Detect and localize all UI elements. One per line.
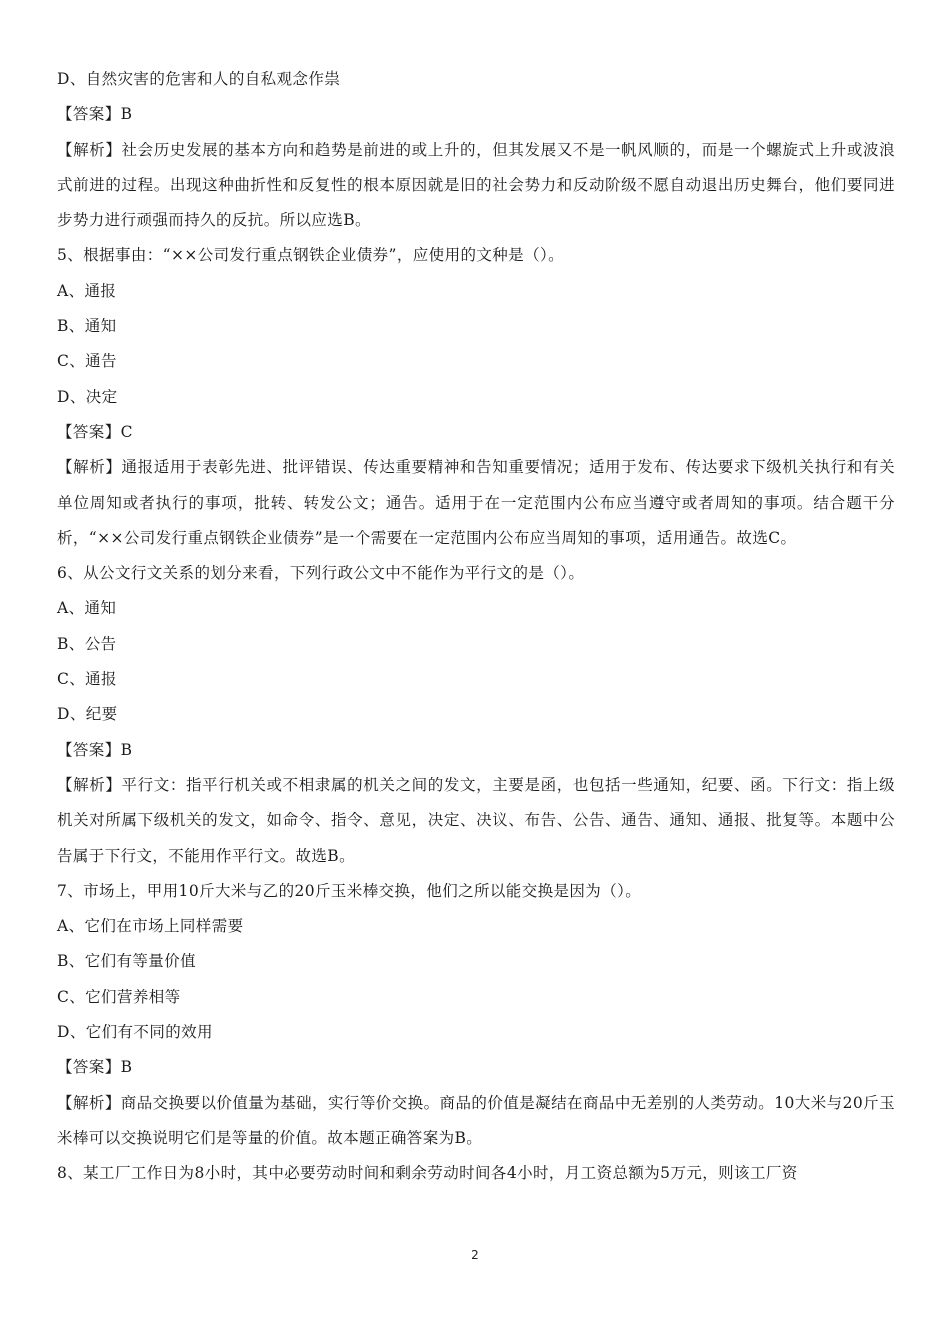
q6-option-c: C、通报 (57, 670, 117, 689)
q8-question: 8、某工厂工作日为8小时，其中必要劳动时间和剩余劳动时间各4小时，月工资总额为5万元，则该工厂资 (57, 1164, 798, 1183)
q4-answer: 【答案】B (57, 105, 133, 124)
q5-answer: 【答案】C (57, 422, 133, 441)
q4-analysis: 【解析】社会历史发展的基本方向和趋势是前进的或上升的，但其发展又不是一帆风顺的，而是一个螺旋式上升或波浪式前进的过程。出现这种曲折性和反复性的根本原因就是旧的社会势力和反动阶级不愿自动退出历史舞台，他们要同进步势力进行顽强而持久的反抗。所以应选B。 (57, 140, 895, 230)
q6-analysis: 【解析】平行文：指平行机关或不相隶属的机关之间的发文，主要是函，也包括一些通知，纪要、函。下行文：指上级机关对所属下级机关的发文，如命令、指令、意见，决定、决议、布告、公告、通告、通知、通报、批复等。本题中公告属于下行文，不能用作平行文。故选B。 (57, 775, 895, 865)
q7-option-b: B、它们有等量价值 (57, 952, 196, 971)
q4-option-d: D、自然灾害的危害和人的自私观念作祟 (57, 70, 341, 88)
q5-option-d: D、决定 (57, 387, 118, 406)
q7-answer: 【答案】B (57, 1058, 133, 1077)
q5-analysis: 【解析】通报适用于表彰先进、批评错误、传达重要精神和告知重要情况；适用于发布、传达要求下级机关执行和有关单位周知或者执行的事项，批转、转发公文；通告。适用于在一定范围内公布应当遵守或者周知的事项。结合题干分析，“××公司发行重点钢铁企业债券”是一个需要在一定范围内公布应当周知的事项，适用通告。故选C。 (57, 458, 895, 547)
q6-question: 6、从公文行文关系的划分来看，下列行政公文中不能作为平行文的是（）。 (57, 564, 585, 583)
q5-option-b: B、通知 (57, 317, 117, 336)
q7-question: 7、市场上，甲用10斤大米与乙的20斤玉米棒交换，他们之所以能交换是因为（）。 (57, 881, 642, 900)
q6-option-d: D、纪要 (57, 705, 118, 724)
q7-option-c: C、它们营养相等 (57, 987, 181, 1006)
page-number: 2 (471, 1248, 479, 1262)
q6-option-a: A、通知 (57, 599, 117, 618)
q5-question: 5、根据事由：“××公司发行重点钢铁企业债券”，应使用的文种是（）。 (57, 246, 565, 265)
page-content (57, 62, 895, 1192)
q6-option-b: B、公告 (57, 634, 117, 653)
q6-answer: 【答案】B (57, 740, 133, 759)
q7-option-d: D、它们有不同的效用 (57, 1023, 213, 1042)
q7-analysis: 【解析】商品交换要以价值量为基础，实行等价交换。商品的价值是凝结在商品中无差别的人类劳动。10大米与20斤玉米棒可以交换说明它们是等量的价值。故本题正确答案为B。 (57, 1093, 895, 1147)
q5-option-c: C、通告 (57, 352, 117, 371)
q5-option-a: A、通报 (57, 281, 117, 300)
q7-option-a: A、它们在市场上同样需要 (57, 917, 244, 936)
